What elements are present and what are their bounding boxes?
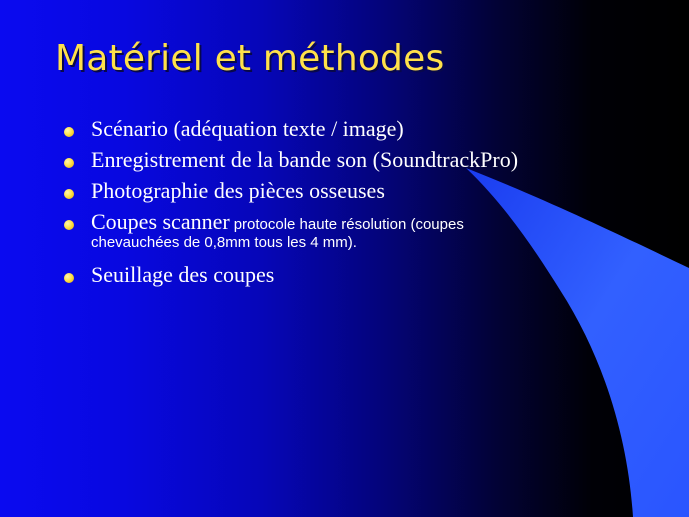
bullet-text: Seuillage des coupes <box>91 262 275 287</box>
bullet-text: Photographie des pièces osseuses <box>91 178 385 203</box>
bullet-list <box>64 114 664 291</box>
bullet-item <box>64 176 664 206</box>
bullet-detail-line2: chevauchées de 0,8mm tous les 4 mm). <box>91 234 357 251</box>
bullet-text: Scénario (adéquation texte / image) <box>91 116 404 141</box>
bullet-dot-icon <box>64 158 74 168</box>
bullet-item <box>64 114 664 144</box>
bullet-dot-icon <box>64 273 74 283</box>
slide-title: Matériel et méthodes <box>55 38 445 79</box>
bullet-item <box>64 207 664 252</box>
bullet-item <box>64 260 664 290</box>
bullet-detail-inline: protocole haute résolution (coupes <box>233 216 464 233</box>
bullet-dot-icon <box>64 127 74 137</box>
bullet-text: Coupes scanner <box>91 209 230 234</box>
bullet-text: Enregistrement de la bande son (SoundtrackPro) <box>91 147 519 172</box>
bullet-item <box>64 145 664 175</box>
bullet-dot-icon <box>64 220 74 230</box>
bullet-dot-icon <box>64 189 74 199</box>
